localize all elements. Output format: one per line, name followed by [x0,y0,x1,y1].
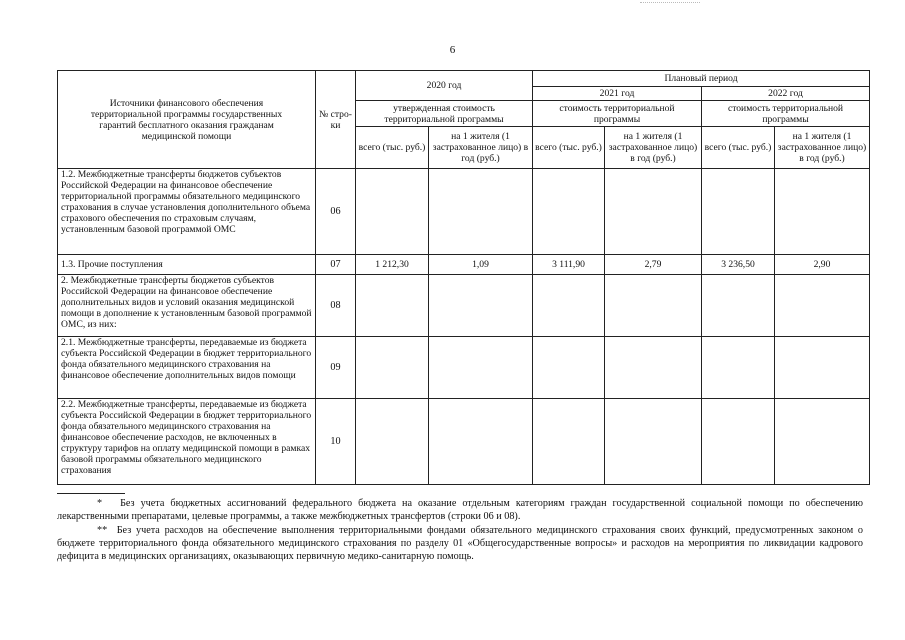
footnote-2 [57,524,863,563]
row-label: 1.3. Прочие поступления [58,255,316,275]
cell-2022-total [702,337,775,399]
cell-2020-per: 1,09 [429,255,533,275]
header-per-resident-2020: на 1 жителя (1 застрахованное лицо) в год (руб.) [429,127,533,169]
cell-2020-per [429,275,533,337]
row-label: 2.1. Межбюджетные трансферты, передаваемые из бюджета субъекта Российской Федерации в бюджет территориального фонда обязательного медицинского страхования на финансовое обеспечение дополнительных видов помощи [58,337,316,399]
cell-2020-per [429,169,533,255]
header-2022: 2022 год [702,87,870,101]
footnote-text: Без учета расходов на обеспечение выполнения территориальными фондами обязательного медицинского страхования своих функций, предусмотренных законом о бюджете территориального фонда обязательного медицинского страхования по разделу 01 «Общегосударственные вопросы» и расходов на мероприятия по ликвидации кадрового дефицита в медицинских организациях, оказывающих первичную медико-санитарную помощь. [57,525,863,562]
table-row [58,169,870,255]
cell-2022-per [775,275,870,337]
row-code: 10 [316,399,356,485]
cell-2022-total: 3 236,50 [702,255,775,275]
row-label: 2. Межбюджетные трансферты бюджетов субъектов Российской Федерации на финансовое обеспечение дополнительных видов и условий оказания медицинской помощи в дополнение к установленным базовой программой ОМС, из них: [58,275,316,337]
header-per-resident-2021: на 1 жителя (1 застрахованное лицо) в год (руб.) [605,127,702,169]
footnote-divider [57,493,125,494]
header-row-number: № стро-ки [316,71,356,169]
row-code: 06 [316,169,356,255]
table-row [58,399,870,485]
footnote-1 [57,497,863,523]
header-total-2021: всего (тыс. руб.) [533,127,605,169]
header-program-cost-2021: стоимость территориальной программы [533,101,702,127]
footnote-text: Без учета бюджетных ассигнований федерального бюджета на оказание отдельным категориям граждан государственной социальной помощи по обеспечению лекарственными препаратами, целевые программы, а также межбюджетных трансфертов (строки 06 и 08). [57,498,863,522]
cell-2022-per [775,399,870,485]
row-label: 1.2. Межбюджетные трансферты бюджетов субъектов Российской Федерации на финансовое обеспечение территориальной программы обязательного медицинского страхования в случае установления дополнительного объема страхового обеспечения по страховым случаям, установленным базовой программой ОМС [58,169,316,255]
header-source: Источники финансового обеспечения территориальной программы государственных гарантий бесплатного оказания гражданам медицинской помощи [58,71,316,169]
financing-table [57,70,870,485]
row-label: 2.2. Межбюджетные трансферты, передаваемые из бюджета субъекта Российской Федерации в бюджет территориального фонда обязательного медицинского страхования на финансовое обеспечение расходов, не включенных в структуру тарифов на оплату медицинской помощи в рамках базовой программы обязательного медицинского страхования [58,399,316,485]
cell-2021-per [605,337,702,399]
cell-2022-per [775,337,870,399]
cell-2020-per [429,399,533,485]
cell-2021-per [605,275,702,337]
header-per-resident-2022: на 1 жителя (1 застрахованное лицо) в год (руб.) [775,127,870,169]
header-program-cost-2022: стоимость территориальной программы [702,101,870,127]
cell-2021-total [533,169,605,255]
cell-2021-per [605,169,702,255]
table-row [58,275,870,337]
cell-2021-per: 2,79 [605,255,702,275]
cell-2022-total [702,399,775,485]
table-row [58,255,870,275]
cell-2022-total [702,275,775,337]
header-2021: 2021 год [533,87,702,101]
cell-2021-per [605,399,702,485]
row-code: 07 [316,255,356,275]
cell-2022-total [702,169,775,255]
row-code: 09 [316,337,356,399]
page-number: 6 [449,44,456,56]
cell-2022-per [775,169,870,255]
header-total-2022: всего (тыс. руб.) [702,127,775,169]
cell-2021-total [533,337,605,399]
cell-2021-total: 3 111,90 [533,255,605,275]
cell-2020-total [356,337,429,399]
cell-2020-total [356,399,429,485]
cell-2020-total: 1 212,30 [356,255,429,275]
cell-2021-total [533,275,605,337]
scan-artifact [640,2,700,7]
cell-2020-per [429,337,533,399]
cell-2021-total [533,399,605,485]
header-total-2020: всего (тыс. руб.) [356,127,429,169]
cell-2022-per: 2,90 [775,255,870,275]
cell-2020-total [356,275,429,337]
footnote-mark: * [97,498,103,509]
cell-2020-total [356,169,429,255]
header-2020: 2020 год [356,71,533,101]
footnote-mark: ** [97,525,108,536]
header-planned-period: Плановый период [533,71,870,87]
row-code: 08 [316,275,356,337]
footnotes [57,493,863,563]
header-approved-cost: утвержденная стоимость территориальной программы [356,101,533,127]
table-row [58,337,870,399]
